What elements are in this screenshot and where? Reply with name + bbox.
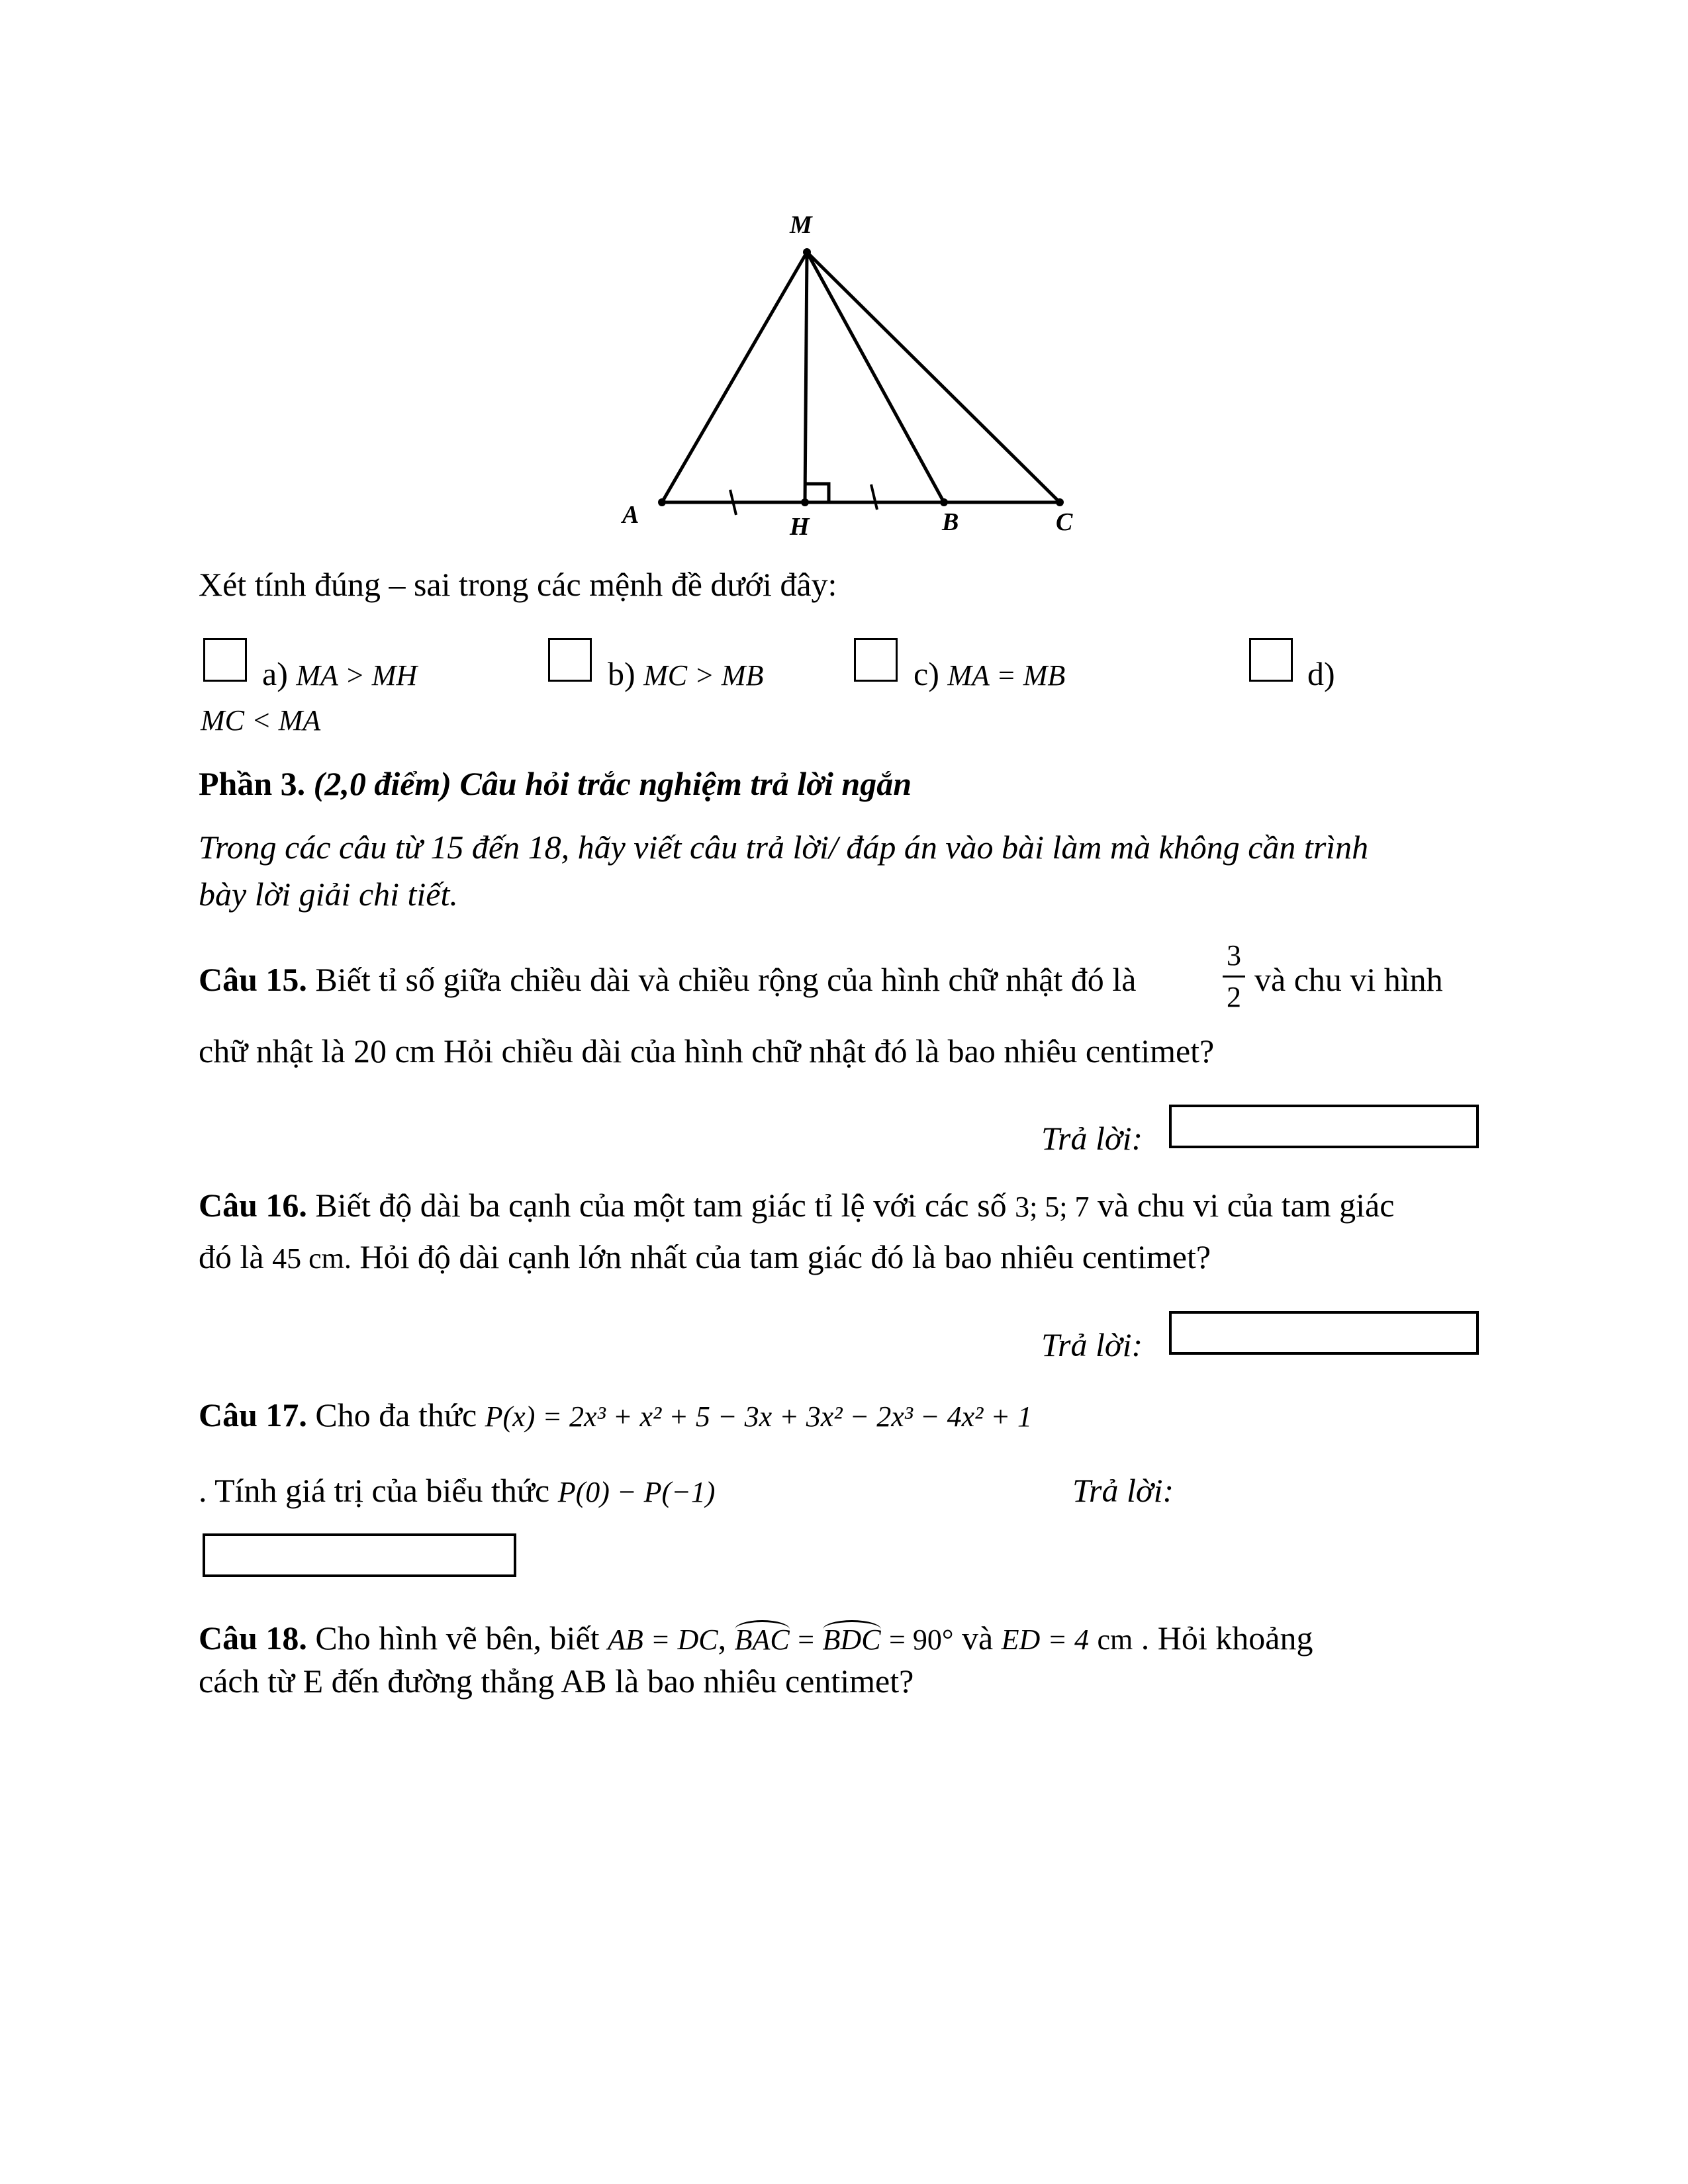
point-m [803,248,811,256]
point-h [801,498,809,506]
q15-label: Câu 15. [199,961,307,998]
q17-label: Câu 17. [199,1396,307,1433]
q16-perimeter: 45 cm. [272,1242,352,1275]
q17-line2 [199,1471,715,1510]
label-h: H [790,513,810,541]
q15-line2: chữ nhật là 20 cm Hỏi chiều dài của hình chữ nhật đó là bao nhiêu centimet? [199,1032,1215,1069]
q18-text-before: Cho hình vẽ bên, biết [315,1619,600,1657]
q18-text-mid: và [961,1619,994,1657]
tick-hb [871,484,877,510]
q17-line1 [199,1395,1032,1435]
q18-comma: , [718,1619,727,1657]
option-b [608,654,763,694]
segment-ma [662,252,807,502]
q15-fraction-num: 3 [1227,939,1241,972]
q15-answer-label: Trả lời: [1041,1120,1143,1157]
checkbox-b[interactable] [548,638,592,682]
q16-line2-after: Hỏi độ dài cạnh lớn nhất của tam giác đó là bao nhiêu centimet? [359,1238,1211,1275]
q17-line2-text: . Tính giá trị của biểu thức [199,1472,550,1509]
q16-text-after: và chu vi của tam giác [1098,1187,1395,1224]
section-3-heading [199,764,912,803]
section-3-instruction-2: bày lời giải chi tiết. [199,876,458,913]
point-c [1056,498,1064,506]
option-c [914,654,1065,694]
q17-expression: P(0) − P(−1) [557,1476,716,1508]
q18-label: Câu 18. [199,1619,307,1657]
label-b: B [942,508,959,536]
q18-text-after: . Hỏi khoảng [1141,1619,1313,1657]
q18-angle-bac: BAC [735,1620,790,1656]
checkbox-a[interactable] [203,638,247,682]
point-b [940,498,948,506]
q15-fraction-den: 2 [1227,981,1241,1013]
section-3-subtitle: (2,0 điểm) Câu hỏi trắc nghiệm trả lời ngắn [313,765,912,802]
option-c-math: MA = MB [947,659,1066,692]
q16-answer-label: Trả lời: [1041,1326,1143,1363]
checkbox-c[interactable] [854,638,898,682]
option-a-math: MA > MH [296,659,418,692]
q16-line2 [199,1237,1211,1277]
q16-line1 [199,1185,1394,1225]
segment-mh [805,252,807,502]
q16-label: Câu 16. [199,1187,307,1224]
section-3-instruction-1: Trong các câu từ 15 đến 18, hãy viết câu trả lời/ đáp án vào bài làm mà không cần trình [199,829,1369,866]
q15-answer-box[interactable] [1169,1105,1479,1148]
option-c-letter: c) [914,655,939,692]
q16-numbers: 3; 5; 7 [1015,1191,1090,1223]
option-d-math: MC < MA [201,704,321,737]
q17-text: Cho đa thức [315,1396,477,1433]
q16-text-before: Biết độ dài ba cạnh của một tam giác tỉ lệ với các số [315,1187,1007,1224]
triangle-figure [0,0,1688,596]
option-b-math: MC > MB [643,659,764,692]
right-angle-mark [805,484,829,502]
q18-angle-bdc: BDC [823,1620,881,1656]
q17-answer-box[interactable] [203,1533,516,1577]
option-a-letter: a) [262,655,288,692]
label-a: A [622,501,639,529]
segment-mc [807,252,1060,502]
label-m: M [790,211,812,239]
q17-polynomial: P(x) = 2x³ + x² + 5 − 3x + 3x² − 2x³ − 4x² + 1 [485,1400,1033,1433]
option-a [262,654,417,694]
q15-fraction [1220,941,1248,1012]
q18-cond1: AB = DC [608,1623,718,1656]
q15-text-before: Biết tỉ số giữa chiều dài và chiều rộng của hình chữ nhật đó là [315,961,1137,998]
option-b-letter: b) [608,655,635,692]
q17-answer-label: Trả lời: [1072,1472,1174,1509]
segment-mb [807,252,944,502]
q18-cond2: ED = 4 [1001,1623,1090,1656]
q15-text-after: và chu vi hình [1254,961,1443,998]
q18-angle-value: = 90° [889,1623,954,1656]
q18-unit: cm [1097,1623,1133,1656]
q16-answer-box[interactable] [1169,1311,1479,1355]
q18-line1: Câu 18. Cho hình vẽ bên, biết AB = DC, BAC = BDC = 90° và ED = 4 cm . Hỏi khoảng [199,1619,1313,1657]
option-d-letter: d) [1307,655,1335,692]
label-c: C [1056,508,1073,536]
true-false-intro: Xét tính đúng – sai trong các mệnh đề dưới đây: [199,566,837,603]
q15-line1 [199,960,1136,999]
point-a [658,498,666,506]
q18-line2: cách từ E đến đường thẳng AB là bao nhiêu centimet? [199,1662,914,1700]
checkbox-d[interactable] [1249,638,1293,682]
q16-line2-before: đó là [199,1238,264,1275]
section-3-title: Phần 3. [199,765,306,802]
